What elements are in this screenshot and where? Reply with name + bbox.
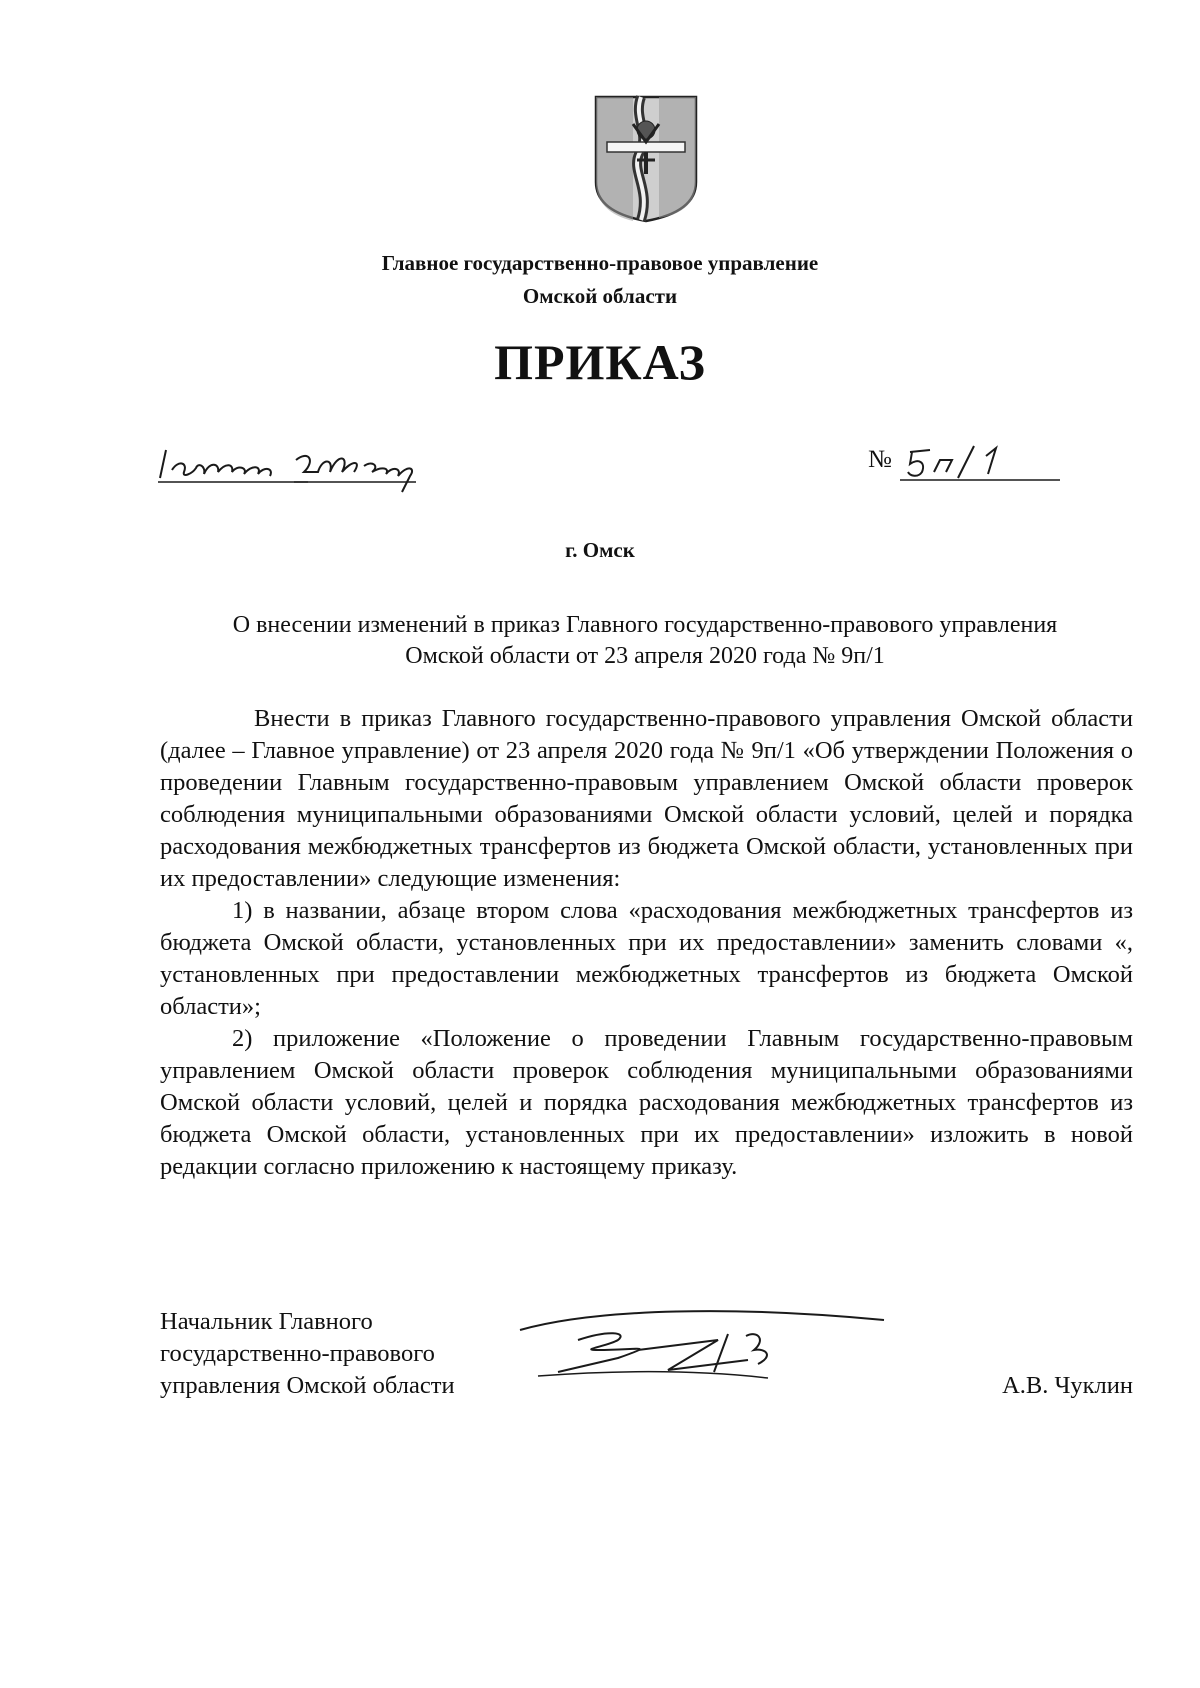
signer-name: А.В. Чуклин (1002, 1372, 1133, 1399)
city: г. Омск (565, 538, 635, 562)
document-title: ПРИКАЗ (494, 334, 706, 390)
signer-position (160, 1306, 455, 1402)
body-intro-paragraph: Внести в приказ Главного государственно-правового управления Омской области (далее – Главное управление) от 23 апреля 2020 года № 9п/1 «Об утверждении Положения о проведении Главным государственно-правовым управлением Омской области проверок соблюдения муниципальными образованиями Омской области условий, целей и порядка расходования межбюджетных трансфертов из бюджета Омской области, установленных при их предоставлении» следующие изменения: (160, 705, 1133, 892)
handwritten-order-number (900, 438, 1070, 490)
organization-name-line2: Омской области (522, 284, 678, 308)
order-number-label: № (868, 446, 892, 473)
handwritten-date (158, 438, 458, 498)
body-item-1: 1) в названии, абзаце втором слова «расходования межбюджетных трансфертов из бюджета Омской области, установленных при их предоставлении» заменить словами «, установленных при предоставлении межбюджетных трансфертов из бюджета Омской области»; (160, 897, 1133, 1020)
handwritten-signature (518, 1300, 888, 1400)
document-subject (150, 610, 1140, 672)
subject-line1: О внесении изменений в приказ Главного государственно-правового управления (232, 612, 1058, 638)
document-body (160, 703, 1133, 1183)
signer-position-line2: государственно-правового (160, 1340, 435, 1367)
organization-name-line1: Главное государственно-правовое управление (381, 251, 819, 275)
signer-position-line1: Начальник Главного (160, 1308, 373, 1335)
body-item-2: 2) приложение «Положение о проведении Главным государственно-правовым управлением Омской области проверок соблюдения муниципальными образованиями Омской области условий, целей и порядка расходования межбюджетных трансфертов из бюджета Омской области, установленных при их предоставлении» изложить в новой редакции согласно приложению к настоящему приказу. (160, 1025, 1133, 1180)
subject-line2: Омской области от 23 апреля 2020 года № 9п/1 (405, 643, 885, 669)
coat-of-arms-icon (593, 94, 699, 224)
signer-position-line3: управления Омской области (160, 1372, 455, 1399)
